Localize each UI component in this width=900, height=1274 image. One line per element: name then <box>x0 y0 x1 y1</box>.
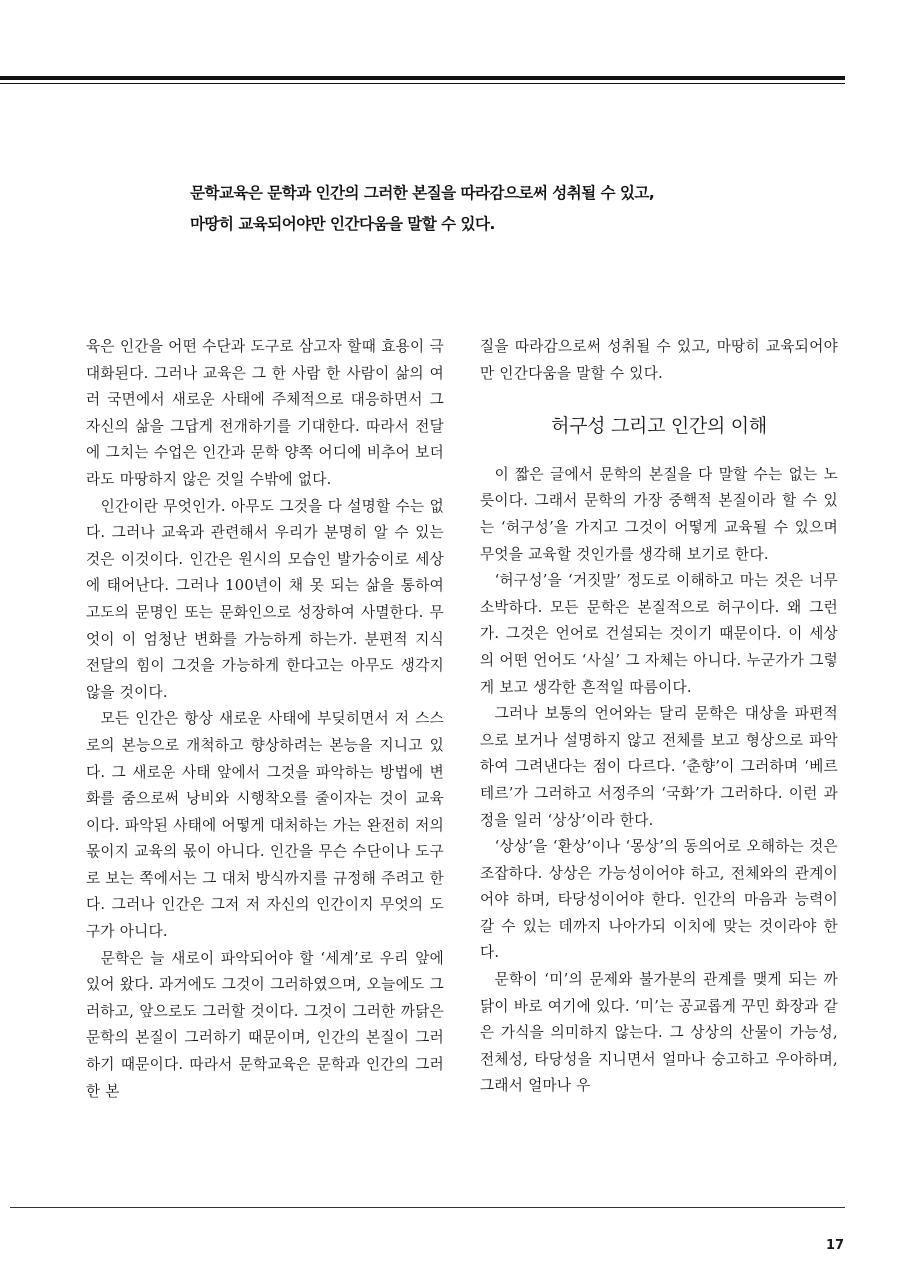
right-paragraph-2: 이 짧은 글에서 문학의 본질을 다 말할 수는 없는 노릇이다. 그래서 문학의 가장 중핵적 본질이라 할 수 있는 ‘허구성’을 가지고 그것이 어떻게 교육될 수 있으며 무엇을 교육할 것인가를 생각해 보기로 한다. <box>480 465 838 563</box>
left-column <box>86 334 444 1105</box>
top-rule-thick <box>0 76 845 80</box>
left-paragraph-2: 인간이란 무엇인가. 아무도 그것을 다 설명할 수는 없다. 그러나 교육과 관련해서 우리가 분명히 알 수 있는 것은 이것이다. 인간은 원시의 모습인 발가숭이로 세상에 태어난다. 그러나 100년이 채 못 되는 삶을 통하여 고도의 문명인 또는 문화인으로 성장하여 사멸한다. 무엇이 이 엄청난 변화를 가능하게 하는가. 분편적 지식 전달의 힘이 그것을 가능하게 한다고는 아무도 생각지 않을 것이다. <box>86 497 444 701</box>
pull-quote-line-1: 문학교육은 문학과 인간의 그러한 본질을 따라감으로써 성취될 수 있고, <box>190 184 655 202</box>
pull-quote-line-2: 마땅히 교육되어야만 인간다움을 말할 수 있다. <box>190 215 495 233</box>
section-heading: 허구성 그리고 인간의 이해 <box>551 415 767 438</box>
right-paragraph-6: 문학이 ‘미’의 문제와 불가분의 관계를 맺게 되는 까닭이 바로 여기에 있다. ‘미’는 공교롭게 꾸민 화장과 같은 가식을 의미하지 않는다. 그 상상의 산물이 가능성, 전체성, 타당성을 지니면서 얼마나 숭고하고 우아하며, 그래서 얼마나 우 <box>480 971 838 1095</box>
left-paragraph-3: 모든 인간은 항상 새로운 사태에 부딪히면서 저 스스로의 본능으로 개척하고 향상하려는 본능을 지니고 있다. 그 새로운 사태 앞에서 그것을 파악하는 방법에 변화를 줌으로써 낭비와 시행착오를 줄이자는 것이 교육이다. 파악된 사태에 어떻게 대처하는 가는 완전히 저의 몫이지 교육의 몫이 아니다. 인간을 무슨 수단이나 도구로 보는 쪽에서는 그 대처 방식까지를 규정해 주려고 한다. 그러나 인간은 그저 저 자신의 인간이지 무엇의 도구가 아니다. <box>86 710 444 941</box>
top-rule-thin <box>0 83 845 84</box>
right-paragraph-3: ‘허구성’을 ‘거짓말’ 정도로 이해하고 마는 것은 너무 소박하다. 모든 문학은 본질적으로 허구이다. 왜 그런가. 그것은 언어로 건설되는 것이기 때문이다. 이 세상의 어떤 언어도 ‘사실’ 그 자체는 아니다. 누군가가 그렇게 보고 생각한 흔적일 따름이다. <box>480 572 838 696</box>
right-paragraph-5: ‘상상’을 ‘환상’이나 ‘몽상’의 동의어로 오해하는 것은 조잡하다. 상상은 가능성이어야 하고, 전체와의 관계이어야 하며, 타당성이어야 한다. 인간의 마음과 능력이 갈 수 있는 데까지 나아가되 이치에 맞는 것이라야 한다. <box>480 838 838 962</box>
right-paragraph-4: 그러나 보통의 언어와는 달리 문학은 대상을 파편적으로 보거나 설명하지 않고 전체를 보고 형상으로 파악하여 그려낸다는 점이 다르다. ‘춘향’이 그러하며 ‘베르테르’가 그러하고 서정주의 ‘국화’가 그러하다. 이런 과정을 일러 ‘상상’이라 한다. <box>480 705 838 829</box>
pull-quote <box>190 178 750 240</box>
right-column <box>480 334 838 1100</box>
bottom-rule <box>10 1207 845 1208</box>
right-paragraph-1: 질을 따라감으로써 성취될 수 있고, 마땅히 교육되어야만 인간다움을 말할 수 있다. <box>480 338 838 382</box>
left-paragraph-4: 문학은 늘 새로이 파악되어야 할 ‘세계’로 우리 앞에 있어 왔다. 과거에도 그것이 그러하였으며, 오늘에도 그러하고, 앞으로도 그러할 것이다. 그것이 그러한 까닭은 문학의 본질이 그러하기 때문이며, 인간의 본질이 그러하기 때문이다. 따라서 문학교육은 문학과 인간의 그러한 본 <box>86 949 444 1100</box>
page-number: 17 <box>826 1238 845 1253</box>
left-paragraph-1: 육은 인간을 어떤 수단과 도구로 삼고자 할때 효용이 극대화된다. 그러나 교육은 그 한 사람 한 사람이 삶의 여러 국면에서 새로운 사태에 주체적으로 대응하면서 그 자신의 삶을 그답게 전개하기를 기대한다. 따라서 전달에 그치는 수업은 인간과 문학 양쪽 어디에 비추어 보더라도 마땅하지 않은 것일 수밖에 없다. <box>86 338 444 488</box>
